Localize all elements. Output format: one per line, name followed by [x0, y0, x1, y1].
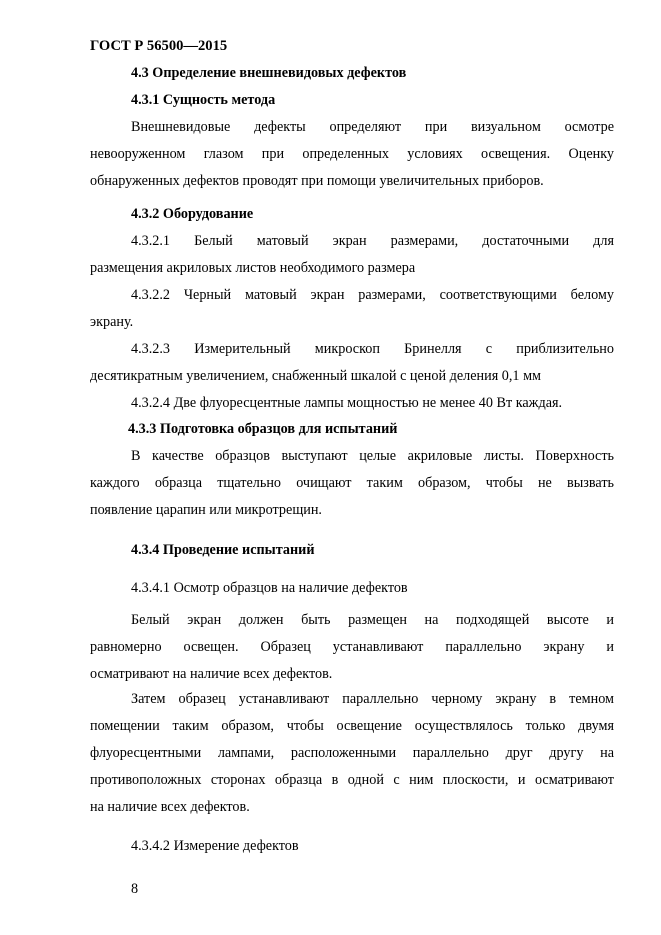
- paragraph-line: Внешневидовые дефекты определяют при визуальном осмотре: [131, 119, 614, 135]
- paragraph-line: обнаруженных дефектов проводят при помощи увеличительных приборов.: [90, 173, 544, 189]
- subsection-4-3-4-1: 4.3.4.1 Осмотр образцов на наличие дефектов: [131, 580, 408, 596]
- paragraph-line: появление царапин или микротрещин.: [90, 502, 322, 518]
- equipment-item-4: 4.3.2.4 Две флуоресцентные лампы мощностью не менее 40 Вт каждая.: [131, 395, 563, 411]
- section-4-3-2-heading: 4.3.2 Оборудование: [131, 206, 254, 222]
- standard-number: ГОСТ Р 56500—2015: [90, 38, 228, 54]
- paragraph-line: В качестве образцов выступают целые акриловые листы. Поверхность: [131, 448, 614, 464]
- equipment-item-1-cont: размещения акриловых листов необходимого размера: [90, 260, 416, 276]
- equipment-item-2: 4.3.2.2 Черный матовый экран размерами, соответствующими белому: [131, 287, 614, 303]
- paragraph-line: флуоресцентными лампами, расположенными параллельно друг другу на: [90, 745, 614, 761]
- paragraph-line: осматривают на наличие всех дефектов.: [90, 666, 333, 682]
- equipment-item-3: 4.3.2.3 Измерительный микроскоп Бринелля с приблизительно: [131, 341, 614, 357]
- paragraph-line: Белый экран должен быть размещен на подходящей высоте и: [131, 612, 614, 628]
- equipment-item-3-cont: десятикратным увеличением, снабженный шкалой с ценой деления 0,1 мм: [90, 368, 542, 384]
- paragraph-line: невооруженном глазом при определенных условиях освещения. Оценку: [90, 146, 614, 162]
- section-4-3-4-heading: 4.3.4 Проведение испытаний: [131, 542, 315, 558]
- equipment-item-1: 4.3.2.1 Белый матовый экран размерами, достаточными для: [131, 233, 614, 249]
- paragraph-line: равномерно освещен. Образец устанавливают параллельно экрану и: [90, 639, 614, 655]
- paragraph-line: на наличие всех дефектов.: [90, 799, 250, 815]
- section-4-3-3-heading: 4.3.3 Подготовка образцов для испытаний: [128, 421, 398, 437]
- paragraph-line: помещении таким образом, чтобы освещение осуществлялось только двумя: [90, 718, 614, 734]
- section-4-3-1-heading: 4.3.1 Сущность метода: [131, 92, 276, 108]
- section-4-3-heading: 4.3 Определение внешневидовых дефектов: [131, 65, 407, 81]
- paragraph-line: каждого образца тщательно очищают таким образом, чтобы не вызвать: [90, 475, 614, 491]
- page-number: 8: [131, 881, 139, 897]
- equipment-item-2-cont: экрану.: [90, 314, 134, 330]
- subsection-4-3-4-2: 4.3.4.2 Измерение дефектов: [131, 838, 299, 854]
- paragraph-line: Затем образец устанавливают параллельно черному экрану в темном: [131, 691, 614, 707]
- paragraph-line: противоположных сторонах образца в одной с ним плоскости, и осматривают: [90, 772, 614, 788]
